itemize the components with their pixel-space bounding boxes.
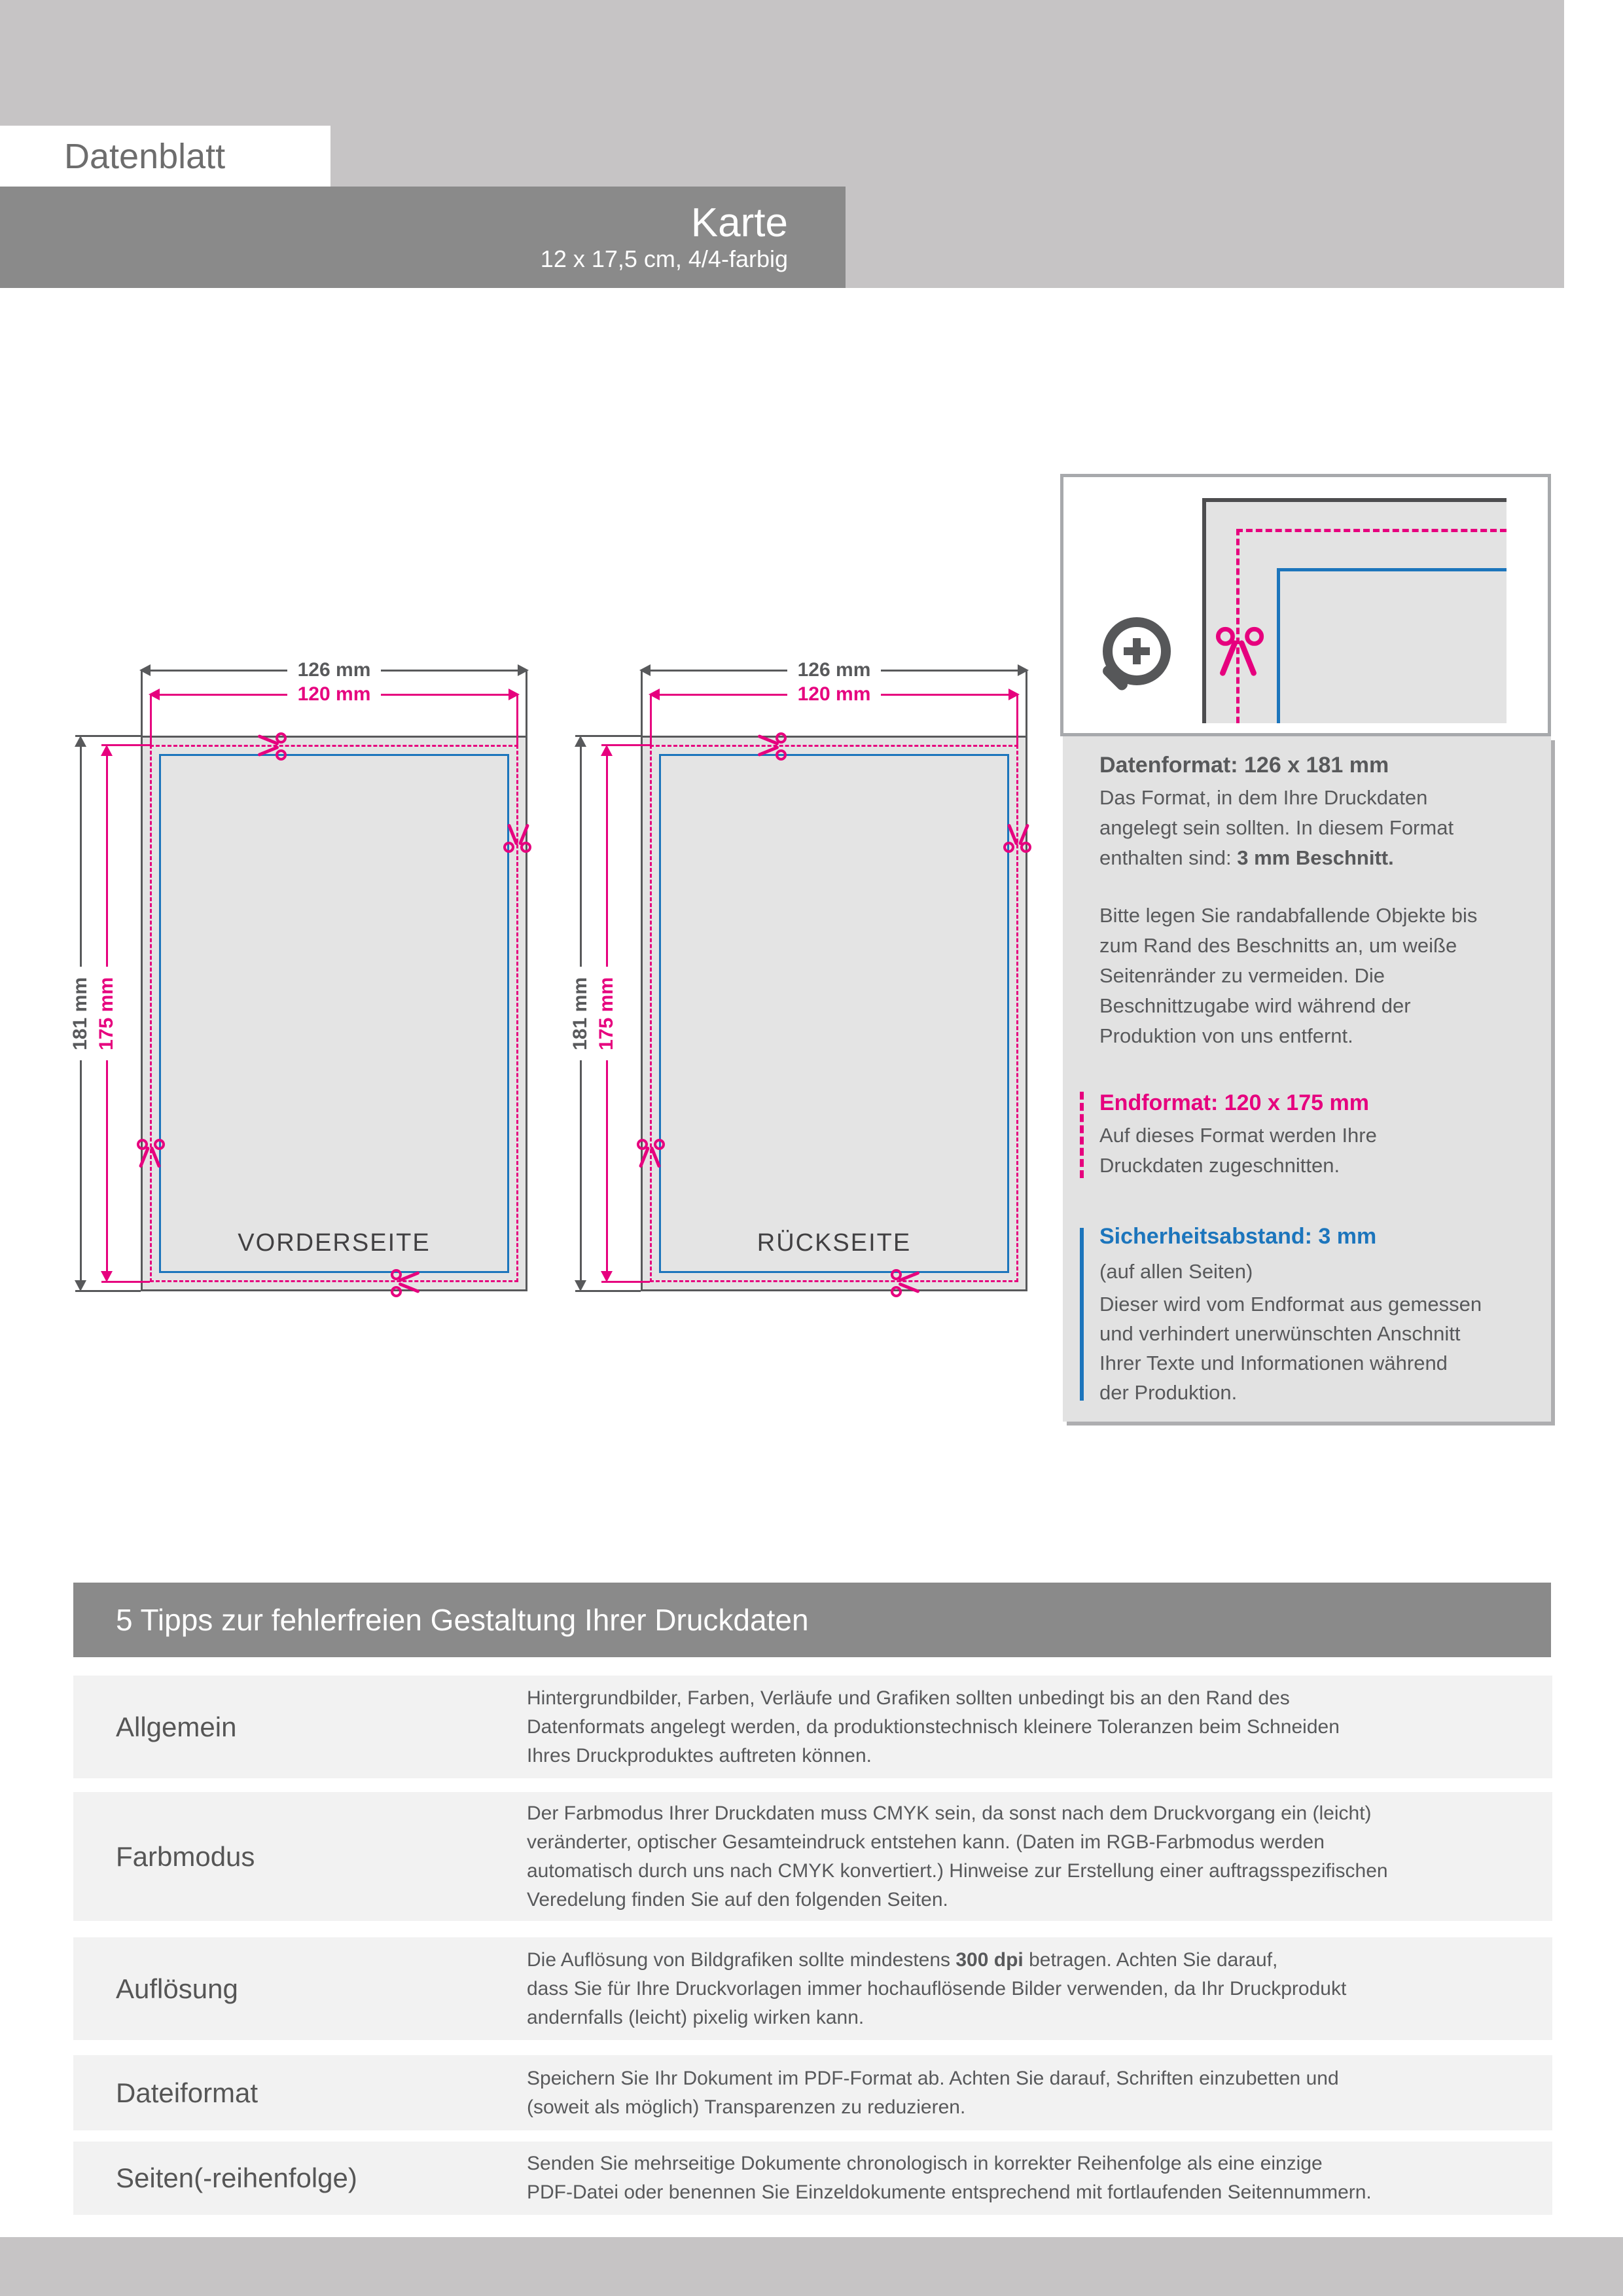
cut-line-sample-icon (1080, 1092, 1084, 1178)
front-width-trim-value: 120 mm (297, 683, 371, 705)
datenformat-body2: Bitte legen Sie randabfallende Objekte bis zum Rand des Beschnitts an, um weiße Seitenränder zu vermeiden. Die Beschnittzugabe wird während der Produktion von uns entfernt. (1099, 904, 1478, 1047)
back-width-trim-dimension (649, 683, 1020, 705)
safety-line-sample-icon (1080, 1228, 1084, 1401)
tip-label: Auflösung (116, 1973, 238, 2004)
endformat-body: Auf dieses Format werden Ihre Druckdaten zugeschnitten. (1099, 1124, 1377, 1177)
tip-text: Hintergrundbilder, Farben, Verläufe und Grafiken sollten unbedingt bis an den Rand des Datenformats angelegt werden, da produktionstechnisch kleinere Toleranzen beim Schneiden Ihres Druckproduktes auftreten können. (527, 1687, 1340, 1767)
scissors-icon (635, 1139, 665, 1169)
front-height-data-value: 181 mm (69, 977, 91, 1050)
front-width-trim-dimension (149, 683, 520, 705)
corner-detail-box (1060, 474, 1551, 736)
footer-band (0, 2237, 1623, 2296)
tip-row-aufloesung (73, 1937, 1552, 2040)
tip-text: Senden Sie mehrseitige Dokumente chronologisch in korrekter Reihenfolge als eine einzige PDF-Datei oder benennen Sie Einzeldokumente entsprechend mit fortlaufenden Seitennummern. (527, 2153, 1372, 2203)
back-height-data-value: 181 mm (569, 977, 591, 1050)
tip-text: Speichern Sie Ihr Dokument im PDF-Format ab. Achten Sie darauf, Schriften einzubetten und (soweit als möglich) Transparenzen zu reduzieren. (527, 2067, 1339, 2118)
front-safety-line (159, 754, 509, 1273)
sicherheitsabstand-subtitle: (auf allen Seiten) (1099, 1260, 1253, 1283)
scissors-icon (1003, 823, 1033, 853)
tip-row-dateiformat (73, 2055, 1552, 2130)
datenformat-body: Das Format, in dem Ihre Druckdaten angelegt sein sollten. In diesem Format enthalten sind: 3 mm Beschnitt. (1099, 786, 1454, 869)
datenformat-title: Datenformat: 126 x 181 mm (1099, 753, 1389, 778)
sicherheitsabstand-body: Dieser wird vom Endformat aus gemessen und verhindert unerwünschten Anschnitt Ihrer Texte und Informationen während der Produktion. (1099, 1293, 1482, 1404)
scissors-icon (891, 1267, 921, 1297)
back-height-trim-value: 175 mm (596, 977, 617, 1050)
back-width-data-dimension (639, 659, 1029, 681)
back-width-trim-value: 120 mm (797, 683, 871, 705)
tips-title-bar (73, 1583, 1551, 1657)
tip-row-allgemein (73, 1676, 1552, 1778)
tip-label: Seiten(-reihenfolge) (116, 2162, 357, 2193)
front-width-data-value: 126 mm (297, 659, 371, 681)
back-height-trim-dimension (596, 745, 617, 1282)
back-safety-line (659, 754, 1009, 1273)
tip-label: Allgemein (116, 1711, 237, 1742)
back-card-label: RÜCKSEITE (757, 1229, 912, 1257)
product-title-bar (0, 187, 846, 288)
front-card-label: VORDERSEITE (238, 1229, 431, 1257)
tip-row-farbmodus (73, 1792, 1552, 1921)
front-width-data-dimension (139, 659, 529, 681)
scissors-icon (257, 730, 287, 761)
front-height-data-dimension (69, 736, 91, 1291)
corner-detail-safety-line (1277, 568, 1507, 723)
tip-label: Dateiformat (116, 2077, 259, 2108)
back-height-data-dimension (569, 736, 591, 1291)
scissors-icon (503, 823, 533, 853)
tips-title: 5 Tipps zur fehlerfreien Gestaltung Ihrer Druckdaten (116, 1603, 809, 1637)
endformat-title: Endformat: 120 x 175 mm (1099, 1090, 1369, 1115)
scissors-icon (135, 1139, 165, 1169)
tip-text: Die Auflösung von Bildgrafiken sollte mindestens 300 dpi betragen. Achten Sie darauf, dass Sie für Ihre Druckvorlagen immer hochauflösende Bilder verwenden, da Ihr Druckprodukt andernfalls (leicht) pixelig wirken kann. (527, 1948, 1347, 2028)
product-subtitle: 12 x 17,5 cm, 4/4-farbig (540, 245, 788, 272)
sheet-tag (0, 126, 330, 187)
magnifier-plus-icon (1103, 617, 1171, 685)
corner-detail-card (1202, 498, 1507, 723)
front-height-trim-dimension (96, 745, 117, 1282)
tip-row-seitenreihenfolge (73, 2142, 1552, 2215)
tip-label: Farbmodus (116, 1840, 255, 1872)
back-width-data-value: 126 mm (797, 659, 871, 681)
back-card-diagram (569, 659, 1027, 1291)
tip-text: Der Farbmodus Ihrer Druckdaten muss CMYK sein, da sonst nach dem Druckvorgang ein (leicht) veränderter, optischer Gesamteindruck entstehen kann. (Daten im RGB-Farbmodus werden automatisch durch uns nach CMYK konvertiert.) Hinweise zur Erstellung einer auftragsspezifischen Veredelung finden Sie auf den folgenden Seiten. (527, 1802, 1388, 1910)
sheet-tag-label: Datenblatt (64, 136, 226, 176)
scissors-icon (757, 730, 787, 761)
sicherheitsabstand-title: Sicherheitsabstand: 3 mm (1099, 1224, 1377, 1249)
front-card-diagram (69, 659, 527, 1291)
scissors-icon (391, 1267, 421, 1297)
product-title: Karte (690, 200, 788, 245)
front-height-trim-value: 175 mm (96, 977, 117, 1050)
scissors-icon (1213, 627, 1264, 678)
